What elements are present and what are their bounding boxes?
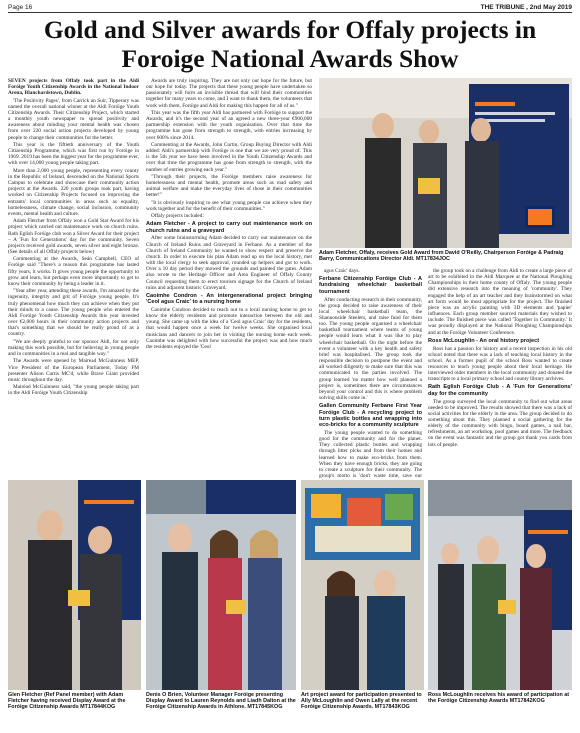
top-photo-caption: Adam Fletcher, Offaly, receives Gold Award from David O'Reilly, Chairperson Foróige & Padraig Barry, Communications Director Aldi. MT17834JOC (319, 250, 564, 263)
caption-denis-lauren-liadh: Denis O Brien, Volunteer Manager Foróige presenting Display Award to Lauren Reynolds and Liadh Dalton at the Foróige Citizenship Awards in Athlone. MT17845KOG (146, 692, 296, 711)
paragraph: The Awards were opened by Mairead McGuinness MEP, Vice President of the European Parliament, Today FM presenter Alison Curtis MC'd, while Brave Giant provided music throughout the day. (8, 358, 139, 383)
paragraph: agus Craic' days. (324, 268, 360, 274)
photo-denis-lauren-liadh (146, 480, 296, 690)
paragraph: This year is the fiftieth anniversary of the Youth Citizenship Programme, which was first run by Foróige in 1969. 2019 has been the biggest year for the programme ever, with over 14,000 young people taking part. (8, 141, 139, 167)
section-heading: Rath Eglish Foróige Club - A 'Fun for Generations' day for the community (428, 384, 572, 397)
photo-ross-mcloughlin (428, 480, 572, 690)
publication-date: THE TRIBUNE , 2nd May 2019 (480, 4, 572, 11)
paragraph: Awards are truly inspiring. They are not only our hope for the future, but our hope for today. The projects that these young people have undertaken so passionately will form an invisible thread that will bind their communities together for many years to come, and I want to thank them, the volunteers that work with them, Foróige and Aldi for making this happen for all of us." (146, 78, 312, 109)
caption-glen-adam: Glen Fletcher (Ref Panel member) with Adam Fletcher having received Display Award at the Foróige Citizenship Awards MT17844KOG (8, 692, 126, 711)
headline: Gold and Silver awards for Offaly projects in Foroige National Awards Show (43, 15, 537, 73)
paragraph: This year was the fifth year Aldi has partnered with Foróige to support the Awards, and it's the second year of an agreed a new three-year €900,000 partnership extension with the youth organisation. Over that time the programme has gone from strength to strength, with entries increasing by over 600% since 2014. (146, 109, 312, 141)
section-heading: Ross McLoughlin - An oral history project (428, 337, 540, 344)
paragraph: 'The Positivity Pages', from Carrick an Suir, Tipperary was named the overall national winner at the Aldi Foróige Youth Citizenship Awards. Their Citizenship Project, which started a monthly youth newspaper to spread positivity and awareness about minding your mental health was chosen from over 220 social action projects developed by young people to change their communities for the better. (8, 97, 139, 141)
paragraph: The young people wanted to do something good for the community and for the planet. They collected plastic bottles and wrapping through litter picks and from their homes and learned how to make eco-bricks from them. When they have enough bricks, they are going to create a sculpture for their community. The group's motto is 'don't waste time, save our (319, 429, 422, 479)
page-folio (8, 2, 572, 13)
caption-ross-mcloughlin: Ross McLoughlin receives his award of participation at the Foróige Citizenship Awards MT17842KOG (428, 692, 570, 705)
page-number: Page 16 (8, 4, 33, 11)
article-column-3 (319, 268, 422, 479)
paragraph: "We are deeply grateful to our sponsor Aldi, for not only making this work possible, but for believing in young people and in communities in a real and tangible way." (8, 338, 139, 358)
photo-glen-adam (8, 480, 141, 690)
paragraph: Mairéad McGuinness said, "the young people taking part in the Aldi Foróige Youth Citizenship (8, 384, 139, 397)
section-heading: Ferbane Citizenship Foróige Club - A fundraising wheelchair basketball tournament (319, 276, 422, 295)
paragraph: Ross has a passion for history and a recent inspection in his old school noted that there was a lack of teaching local history in the school. As a former pupil of the school Ross wanted to create resources to teach young people about their local heritage. He interviewed older members in the local community and donated the transcripts to a local primary school and county library archives. (428, 345, 572, 383)
paragraph: More than 2,000 young people, representing every county in the Republic of Ireland, descended on the National Sports Campus to celebrate and showcase their community action projects at the Awards. 220 youth groups took part, having worked on Citizenship Projects focused on improving the entrants' local communities in areas such as equality, homelessness, climate change, social inclusion, community events, mental health and culture. (8, 167, 139, 217)
article-column-2 (146, 78, 312, 476)
paragraph: "Year after year, attending these awards, I'm amazed by the ingenuity, integrity and grit of Foróige young people. It's truly phenomenal how much they can achieve when they put their minds to a cause. The young people who entered the Aldi Foróige Youth Citizenship Awards this year invested over €2,000 hours in their community action projects and that's something that we should be really proud of as a country. (8, 288, 139, 338)
section-heading: Caoimhe Condron - An intergenerational project bringing 'Ceol agus Craic' to a nursing home (146, 292, 312, 306)
paragraph: Commenting at the Awards, Seán Campbell, CEO of Foróige said "There's a reason this programme has lasted fifty years, it works. It gives young people the opportunity to grow and learn, but perhaps even more importantly to get to know their community by being a leader in it. (8, 256, 139, 287)
article-column-4 (428, 268, 572, 476)
paragraph: SEVEN projects from Offaly took part in the Aldi Foróige Youth Citizenship Awards in the National Indoor Arena, Blanchardstown, Dublin. (8, 78, 139, 97)
paragraph: the group took on a challenge from Aldi to create a large piece of art to be exhibited in the Aldi Marquee at the National Ploughing Championships in their home county of Offaly. The young people did extensive research into the meaning of 'community'. They engaged the help of an art teacher and they brainstormed on what art form would be most appropriate for the project. The finished piece was an acrylic painting with 3D elements and 'papier' influences. Each group member sourced materials they wished to include. The finished piece was called 'Together in Community.' It was proudly displayed at the National Ploughing Championships and at the Foróige Volunteer Conference. (428, 268, 572, 336)
paragraph: After some brainstorming Adam decided to carry out maintenance on the Church of Ireland Ruins and Graveyard in Ferbane. As a member of the Church of Ireland Community he wanted to show respect and preserve the church. In order to execute his plan Adam read up on the local history, met with the local clergy to seek approval, rounded up helpers and got to work. Over a 10 day period they mowed the grounds and painted the gates. Adam also wrote to the Heritage Officer and Area Engineer of Offaly County Council requesting them to erect tourism signage for the Church of Ireland ruins and adjacent historic Graveyard. (146, 235, 312, 291)
paragraph: "Through their projects, the Foróige members raise awareness for homelessness and mental health, promote areas such as road safety and animal welfare and make the everyday lives of those in their communities better!" (146, 173, 312, 199)
photo-art-project (301, 480, 424, 690)
paragraph: Adam Fletcher from Offaly won a Gold Star Award for his project which carried out maintenance work on church ruins. Rath Eglish Foróige club won a Silver Award for their project – A 'Fun for Generations' day for the community. Seven projects received gold awards, seven silver and eight bronze. (See details of all Offaly projects below) (8, 218, 139, 255)
paragraph: After conducting research in their community, the group decided to raise awareness of their local wheelchair basketball team, the Shannonside Steelers, and raise fund for them too. The young people organised a wheelchair basketball tournament where teams of young people would learn what it was like to play wheelchair basketball. On the night before the event a volunteer with a key health and safety brief was hospitalised. The group took the responsible decision to postpone the event and all worked diligently to make sure that this was communicated to the parties involved. The group learned 'no matter how well planned a project is, sometimes there are circumstances beyond your control and this is where problem solving skills come in.' (319, 296, 422, 402)
section-heading: Adam Fletcher - A project to carry out maintenance work on church ruins and a graveyard (146, 221, 312, 234)
section-heading: Gallen Community Ferbane First Year Foróige Club - A recycling project to turn plastic bottles and wrapping into eco-bricks for a community sculpture (319, 403, 422, 429)
paragraph: Commenting at the Awards, John Curtin, Group Buying Director with Aldi added: Aldi's partnership with Foróige is one that we are very proud of. This is the 5th year we have been involved in the Youth Citizenship Awards and over that time the programme has gone from strength to strength, with the number of entries growing each year." (146, 141, 312, 173)
top-award-photo (319, 78, 572, 248)
paragraph: "It is obviously inspiring to see what young people can achieve when they work together and for the benefit of their communities." (146, 199, 312, 212)
paragraph: Caoimhe Condron decided to reach out to a local nursing home to get to know the elderly residents and promote interaction between the old and young. She came up with the idea of a 'Ceol agus Craic' day for the residents, that would happen once a week for twelve weeks. She organised local musicians and dancers to join her in visiting the nursing home each week. Caoimhe was delighted with how successful the project was and how much the residents enjoyed the 'Ceol (146, 306, 312, 350)
paragraph: The group surveyed the local community to find out what areas needed to be improved. The results showed that there was a lack of social activities for the elderly in the area. The group decided to do something about this. They planned a social gathering for the elderly of the community with bingo, board games, a nail bar, refreshments, an art workshop, pool games and more. The feedback on the event was fantastic and the group got thank you cards from lots of people. (428, 398, 572, 448)
article-column-1 (8, 78, 139, 476)
caption-art-project: Art project award for participation presented to Ally McLoughlin and Owen Lally at the recent Foróige Citizenship Awards. MT17843KOG (301, 692, 422, 711)
paragraph: Offaly projects included: (151, 213, 204, 220)
